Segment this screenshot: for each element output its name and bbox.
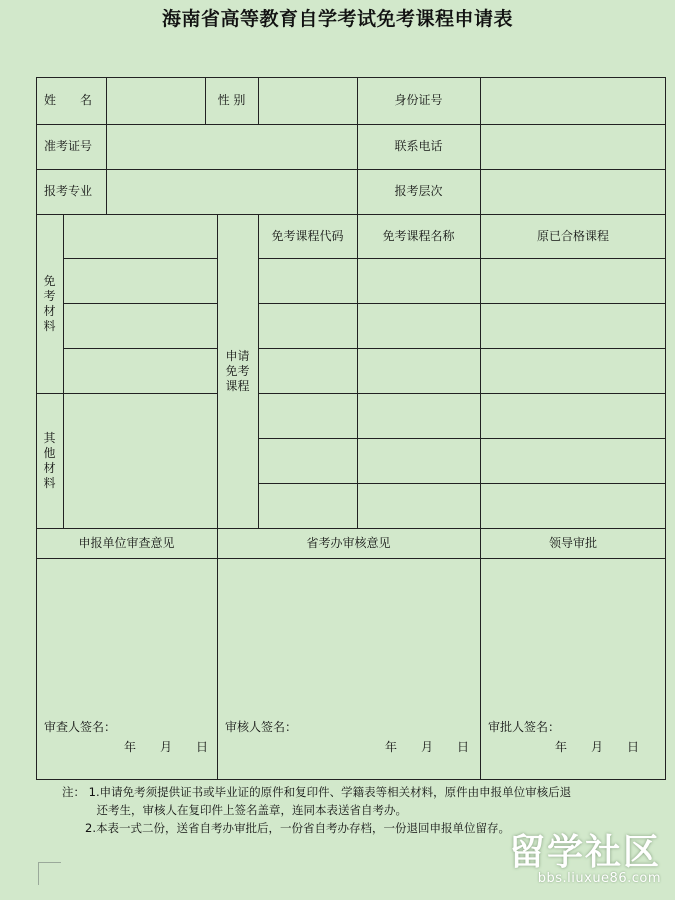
grid-line [36, 558, 666, 559]
course-name-header: 免考课程名称 [382, 228, 455, 243]
grid-line [258, 438, 666, 439]
apply-course-label [217, 214, 258, 528]
id-number-label: 身份证号 [394, 93, 443, 107]
label-char: 料 [43, 318, 56, 333]
label-char: 考 [43, 288, 56, 303]
unit-opinion-header: 申报单位审查意见 [78, 535, 175, 550]
grid-line [665, 77, 666, 780]
grid-line [63, 303, 217, 304]
level-label: 报考层次 [394, 184, 443, 198]
approver-signature-label: 审批人签名： [488, 719, 561, 734]
grid-line [480, 214, 481, 779]
id-number-field[interactable] [481, 78, 665, 124]
gender-field[interactable] [259, 78, 357, 124]
phone-label: 联系电话 [394, 139, 443, 153]
label-char: 材 [43, 303, 56, 318]
reviewer-signature-label: 审查人签名： [44, 719, 117, 734]
label-char: 材 [43, 460, 56, 475]
grid-line [63, 214, 64, 528]
label-char: 免 [43, 273, 56, 288]
grid-line [258, 214, 259, 528]
label-char: 免考 [225, 363, 250, 378]
page-corner-mark [38, 862, 61, 885]
form-title: 海南省高等教育自学考试免考课程申请表 [161, 8, 513, 30]
watermark [509, 824, 661, 886]
watermark-logo: 留学社区 [508, 832, 661, 873]
grid-line [258, 303, 666, 304]
other-material-label [36, 393, 63, 528]
major-label: 报考专业 [44, 184, 93, 198]
label-char: 他 [43, 445, 56, 460]
label-char: 课程 [225, 378, 250, 393]
course-code-header: 免考课程代码 [271, 228, 344, 243]
exam-number-field[interactable] [107, 125, 357, 169]
label-char: 其 [43, 430, 56, 445]
label-char: 申请 [225, 348, 250, 363]
label-char: 料 [43, 475, 56, 490]
grid-line [258, 483, 666, 484]
name-field[interactable] [107, 78, 205, 124]
exam-number-label: 准考证号 [44, 139, 93, 153]
exempt-material-label [36, 214, 63, 393]
grid-line [36, 779, 666, 780]
gender-label: 性 别 [217, 93, 246, 107]
approver-date: 年 月 日 [554, 739, 639, 754]
grid-line [63, 258, 217, 259]
phone-field[interactable] [481, 125, 665, 169]
grid-line [258, 393, 666, 394]
grid-line [357, 214, 358, 528]
note-line: 2.本表一式二份，送省自考办审批后，一份省自考办存档，一份退回申报单位留存。 [62, 821, 510, 835]
grid-line [258, 258, 666, 259]
application-table [36, 77, 666, 780]
note-line: 注： 1.申请免考须提供证书或毕业证的原件和复印件、学籍表等相关材料，原件由申报单位审核后退 [62, 785, 572, 799]
office-opinion-header: 省考办审核意见 [306, 535, 391, 550]
watermark-url: bbs.liuxue86.com [537, 871, 661, 886]
grid-line [63, 348, 217, 349]
name-label: 姓 名 [44, 93, 93, 107]
major-field[interactable] [107, 170, 357, 214]
grid-line [258, 348, 666, 349]
note-line: 还考生，审核人在复印件上签名盖章，连同本表送省自考办。 [62, 803, 407, 817]
auditor-date: 年 月 日 [384, 739, 469, 754]
level-field[interactable] [481, 170, 665, 214]
notes [62, 783, 571, 837]
passed-course-header: 原已合格课程 [536, 228, 609, 243]
reviewer-date: 年 月 日 [123, 739, 208, 754]
auditor-signature-label: 审核人签名： [225, 719, 298, 734]
leader-approval-header: 领导审批 [548, 535, 597, 550]
